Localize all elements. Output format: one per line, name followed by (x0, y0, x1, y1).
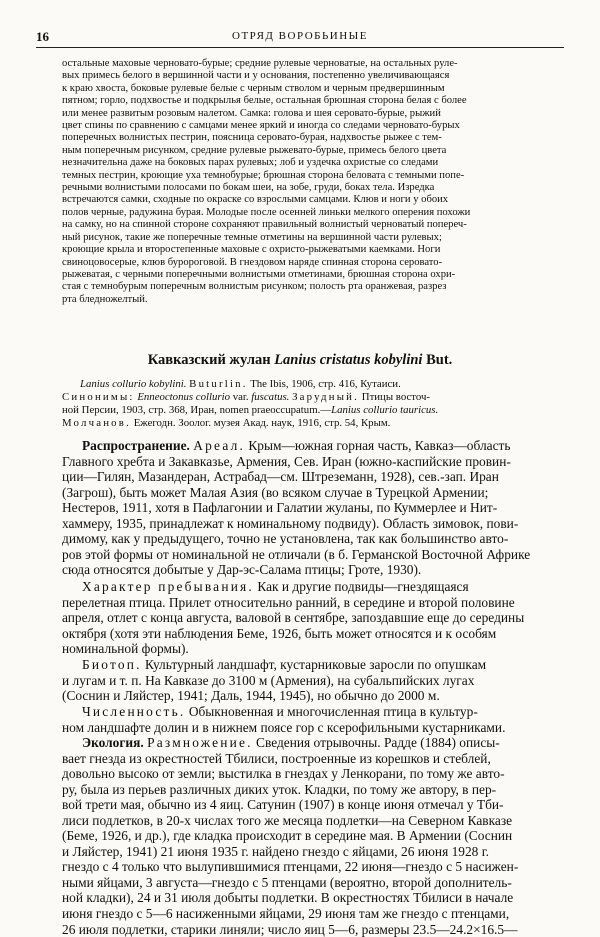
text-line: вой трети мая, обычно из 4 яиц. Сатунин (1907) в конце июня отмечал у Тби- (62, 797, 504, 813)
section-heading: Экология. (82, 735, 144, 750)
text-line (62, 579, 568, 595)
text-line: вает гнезда из окрестностей Тбилиси, построенные из корешков и стеблей, (62, 750, 491, 766)
text-line: остальные маховые черновато-бурые; средние рулевые черноватые, на остальных руле- (62, 58, 458, 69)
text-line: встречаются самки, сходные по окраске со взрослыми самцами. Клюв и ноги у обоих (62, 194, 449, 206)
text-line: незначительна даже на боковых парах рулевых; лоб и уздечка охристые со следами (62, 157, 439, 169)
page-number: 16 (36, 29, 49, 44)
text-line: номинальной формы). (62, 641, 189, 657)
synonym-reference: The Ibis, 1906, стр. 416, Кутаиси. (250, 378, 401, 390)
ecology-section (62, 735, 568, 937)
biotope-section (62, 657, 568, 704)
text-fragment: Крым—южная горная часть, Кавказ—область (248, 438, 511, 453)
text-line: или менее развитым розовым налетом. Самка: голова и шея серовато-бурые, рыжий (62, 107, 441, 119)
text-line: лиси подлетков, в 20-х числах того же месяца подлетки—на Северном Кавказе (62, 812, 513, 828)
text-line: сюда относятся добытые у Дар-эс-Салама птицы; Гроте, 1930). (62, 562, 422, 578)
synonym-reference: Ежегодн. Зоолог. музея Акад. наук, 1916, стр. 54, Крым. (133, 417, 391, 429)
text-line: гнездо с 4 только что вылупившимися птенцами, 22 июня—гнездо с 5 насижен- (62, 859, 519, 875)
synonym-author: Buturlin. (189, 378, 248, 390)
synonym-reference: ной Персии, 1903, стр. 368, Иран, nomen praeoccupatum.— (62, 404, 332, 416)
text-line: ной кладки), 24 и 31 июля добыты подлетки. В окрестностях Тбилиси в начале (62, 890, 514, 906)
section-heading: Распространение. (82, 438, 190, 453)
text-line: ным поперечным рисунком, средние рулевые рыжевато-бурые, примесь белого цвета (62, 144, 447, 156)
species-common-name: Кавказский жулан (147, 352, 271, 368)
text-line: хаммеру, 1935, принадлежат к номинальному подвиду). Область зимовок, пови- (62, 515, 519, 531)
text-line: ными яйцами, 3 августа—гнездо с 5 птенцами (вероятно, второй дополнитель- (62, 874, 512, 890)
text-line: и лугам и т. п. На Кавказе до 3100 м (Армения), на субальпийских лугах (62, 672, 475, 688)
text-line: (Беме, 1926, и др.), где кладка происходит в середине мая. В Армении (Соснин (62, 828, 513, 844)
text-line: на самку, но на спинной стороне сохраняют правильный волнистый черноватый попереч- (62, 219, 467, 231)
text-line: октября (хотя эти наблюдения Беме, 1926, быть может относятся и к особям (62, 625, 497, 641)
text-line (62, 704, 568, 720)
subsection-label: Биотоп. (82, 657, 142, 672)
species-author: But. (426, 352, 453, 368)
text-line (62, 735, 568, 751)
text-line: свиноцовосерые, клюв буророговой. В гнездовом наряде спинная сторона серовато- (62, 256, 443, 268)
subsection-label: Ареал. (193, 438, 246, 453)
text-line: (Загрош), быть может Малая Азия (во всяком случае в Турецкой Армении; (62, 484, 489, 500)
text-line: (Соснин и Ляйстер, 1941; Даль, 1944, 1945), но обычно до 2000 м. (62, 688, 440, 704)
text-line: июня гнездо с 5—6 насиженными яйцами, 29 июня там же гнездо с птенцами, (62, 906, 510, 922)
text-line (62, 657, 568, 673)
text-line: ру, была из перьев различных диких уток. Кладки, по тому же автору, в пер- (62, 781, 497, 797)
synonymy-line (62, 391, 566, 404)
text-line: ном ландшафте долин и в нижнем поясе гор с ксерофильными кустарниками. (62, 719, 506, 735)
synonyms-label: Синонимы: (62, 391, 135, 403)
text-line: перелетная птица. Прилет относительно ранний, в середине и второй половине (62, 594, 515, 610)
synonym-reference: Птицы восточ- (361, 391, 430, 403)
text-line: димому, как у предыдущего, точно не установлена, так как большинство авто- (62, 531, 509, 547)
text-line: и Ляйстер, 1941) 21 июня 1935 г. найдено гнездо с яйцами, 26 июня 1928 г. (62, 843, 490, 859)
synonym-latin: Enneoctonus collurio (137, 391, 230, 403)
subsection-label: Характер пребывания. (82, 579, 254, 594)
species-title (0, 352, 600, 369)
running-head: ОТРЯД ВОРОБЬИНЫЕ (232, 30, 368, 42)
synonymy-line (62, 378, 566, 391)
text-line (62, 438, 568, 454)
description-paragraph (62, 58, 566, 306)
abundance-section (62, 704, 568, 735)
synonymy-line (62, 417, 566, 430)
text-line: апреля, отлет с конца августа, валовой в сентябре, запоздавшие еще до середины (62, 610, 525, 626)
text-line: пятном; горло, подхвостье и подкрылья белые, остальная брюшная сторона белая с более (62, 95, 467, 107)
synonym-latin: Lanius collurio kobylini. (80, 378, 187, 390)
text-line: вых примесь белого в вершинной части и у основания, постепенно увеличивающаяся (62, 70, 450, 82)
text-line: Главного хребта и Закавказье, Армения, Сев. Иран (южно-каспийские провин- (62, 453, 511, 469)
text-line: 26 июля подлетки, старики линяли; число яиц 5—6, размеры 23.5—24.2×16.5— (62, 921, 518, 937)
species-latin-name: Lanius cristatus kobylini (274, 352, 423, 368)
text-line: полов черные, радужина бурая. Молодые после осенней линьки мелкого оперения похожи (62, 206, 471, 218)
page-header (36, 29, 564, 48)
text-line: кроющие крыла и второстепенные маховые с охристо-рыжеватыми каемками. Ноги (62, 244, 441, 256)
text-fragment: Сведения отрывочны. Радде (1884) описы- (256, 735, 500, 750)
text-line: цвет спины по сравнению с самцами менее яркий и иногда со следами черновато-бурых (62, 120, 460, 132)
text-line: Нестеров, 1911, хотя в Пафлагонии и Галатии жуланы, по Куммерлее и Нит- (62, 500, 498, 516)
text-line: речными волнистыми полосами по бокам шеи, на зобе, груди, боках тела. Изредка (62, 182, 435, 194)
synonym-latin: fuscatus. (251, 391, 290, 403)
text-line: темных пестрин, кроющие уха темнобурые; брюшная сторона беловата с темными попе- (62, 169, 465, 181)
text-line: ции—Гилян, Мазандеран, Астрабад—см. Штреземанн, 1928), сев.-зап. Иран (62, 469, 499, 485)
text-line: поперечных волнистых пестрин, поясница серовато-бурая, надхвостье рыжее с тем- (62, 132, 442, 144)
text-line: довольно высоко от земли; выстилка в гнездах у Ленкорани, по тому же авто- (62, 766, 505, 782)
synonym-author: Зарудный. (292, 391, 360, 403)
text-line: рыжеватая, с черными поперечными волнистыми отметинами, брюшная сторона охри- (62, 268, 456, 280)
text-line: ров этой формы от номинальной не отличали (в б. Германской Восточной Африке (62, 546, 531, 562)
subsection-label: Размножение. (147, 735, 253, 750)
synonym-text: var. (232, 391, 249, 403)
synonymy-line (62, 404, 566, 417)
subsection-label: Численность. (82, 704, 186, 719)
synonymy-block (62, 378, 566, 430)
character-section (62, 579, 568, 657)
text-line: стая с темнобурым поперечным волнистым рисунком; полость рта оранжевая, разрез (62, 281, 447, 293)
text-fragment: Как и другие подвиды—гнездящаяся (257, 579, 469, 594)
text-line: рта бледножелтый. (62, 293, 148, 305)
synonym-latin: Lanius collurio tauricus. (331, 404, 439, 416)
distribution-section (62, 438, 568, 578)
synonym-author: Молчанов. (62, 417, 131, 429)
text-line: ный рисунок, такие же поперечные темные отметины на вершинной части рулевых; (62, 231, 442, 243)
text-fragment: Обыкновенная и многочисленная птица в культур- (188, 704, 478, 719)
text-line: к краю хвоста, боковые рулевые белые с черным стволом и черным предвершинным (62, 82, 445, 94)
text-fragment: Культурный ландшафт, кустарниковые заросли по опушкам (145, 657, 487, 672)
